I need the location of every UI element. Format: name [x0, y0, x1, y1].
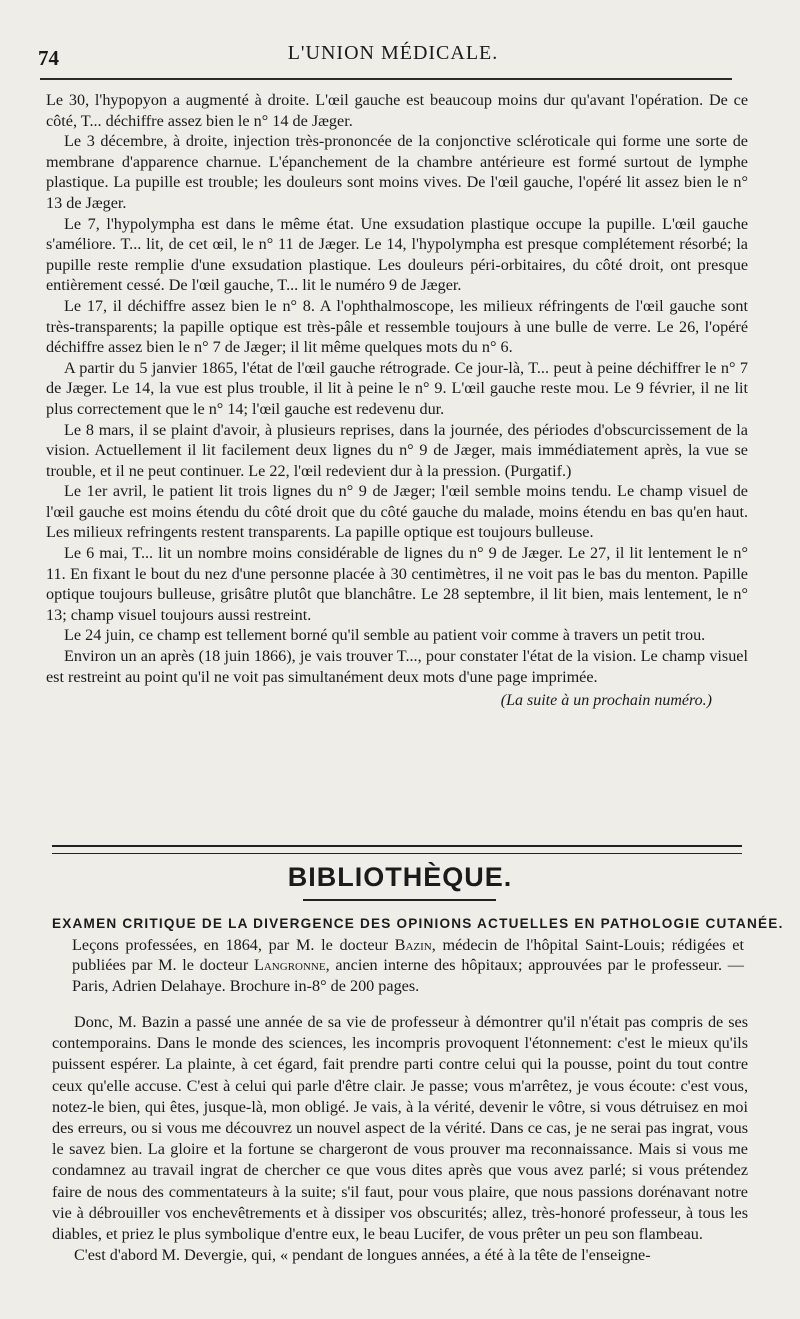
- paragraph: A partir du 5 janvier 1865, l'état de l'œil gauche rétrograde. Ce jour-là, T... peut à peine déchiffrer le n° 7 de Jæger. Le 14, la vue est plus trouble, il lit à peine le n° 9. L'œil gauche reste mou. Le 9 février, il ne lit plus correctement que le n° 14; l'œil gauche est redevenu dur.: [46, 358, 748, 418]
- paragraph: Le 6 mai, T... lit un nombre moins considérable de lignes du n° 9 de Jæger. Le 27, il lit lentement le n° 11. En fixant le bout du nez d'une personne placée à 30 centimètres, il ne voit pas le bas du menton. Papille optique toujours bulleuse, grisâtre plutôt que blanchâtre. Le 28 septembre, il lit bien, mais lentement, le n° 13; champ visuel toujours aussi restreint.: [46, 544, 748, 624]
- paragraph: Le 8 mars, il se plaint d'avoir, à plusieurs reprises, dans la journée, des périodes d'obscurcissement de la vision. Actuellement il lit facilement deux lignes du n° 9 de Jæger, mais immédiatement après, la vue se trouble, et il ne peut continuer. Le 22, l'œil redevient dur à la pression. (Purgatif.): [46, 420, 748, 480]
- paragraph: Donc, M. Bazin a passé une année de sa vie de professeur à démontrer qu'il n'était pas compris de ses contemporains. Dans le monde des sciences, les incompris provoquent l'étonnement: c'est le mieux qu'ils puissent espérer. La plainte, à cet égard, fait prendre parti contre celui qui la pousse, point du tout contre ceux qu'elle accuse. C'est à celui qui parle d'être clair. Je passe; vous m'arrêtez, je vous écoute: c'est vous, notez-le bien, qui êtes, jusque-là, mon obligé. Je vais, à la vérité, devenir le vôtre, si vous détruisez en moi des erreurs, ou si vous me découvrez un nouvel aspect de la vérité. Dans ce cas, je ne serai pas ingrat, vous le savez bien. La gloire et la fortune se chargeront de vous prouver ma reconnaissance. Mais si vous me condamnez au travail ingrat de chercher ce que vous dites après que vous avez parlé; si vous prétendez faire de nous des commentateurs à la suite; s'il faut, pour vous plaire, que nous passions dorénavant notre vie à débrouiller vos enchevêtrements et à dissiper vos obscurités; allez, très-honoré professeur, à tous les diables, et priez le plus symbolique d'entre eux, le beau Lucifer, de vous prêter un peu son flambeau.: [52, 1013, 748, 1244]
- header-rule: [40, 78, 732, 80]
- paragraph: Le 7, l'hypolympha est dans le même état. Une exsudation plastique occupe la pupille. L'œil gauche s'améliore. T... lit, de cet œil, le n° 11 de Jæger. Le 14, l'hypolympha est presque complétement résorbé; la pupille reste remplie d'une exsudation plastique. Les douleurs péri-orbitaires, du côté droit, ont presque entièrement cessé. De l'œil gauche, T... lit le numéro 9 de Jæger.: [46, 214, 748, 295]
- paragraph: C'est d'abord M. Devergie, qui, « pendant de longues années, a été à la tête de l'enseigne-: [74, 1246, 651, 1265]
- section-title: BIBLIOTHÈQUE.: [287, 862, 513, 892]
- author-name: Bazin: [394, 935, 432, 954]
- subheading-text: , médecin de l'hôpital Saint-Louis; rédigées et publiées par M. le docteur: [72, 935, 744, 974]
- running-head: [38, 38, 748, 72]
- continued-note: (La suite à un prochain numéro.): [500, 692, 712, 710]
- paragraph: Le 3 décembre, à droite, injection très-prononcée de la conjonctive scléroticale qui forme une sorte de membrane d'apparence charnue. L'épanchement de la chambre antérieure est formé surtout de lymphe plastique. La pupille est trouble; les douleurs sont moins vives. De l'œil gauche, l'opéré lit assez bien le n° 13 de Jæger.: [46, 132, 748, 212]
- section-title-underline: [303, 899, 496, 901]
- case-report-text: [46, 90, 748, 712]
- paragraph: Le 17, il déchiffre assez bien le n° 8. A l'ophthalmoscope, les milieux réfringents de l'œil gauche sont très-transparents; la papille optique est très-pâle et ressemble toujours à une bulle de verre. Le 26, l'opéré déchiffre assez bien le n° 7 de Jæger; il lit même quelques mots du n° 6.: [46, 296, 748, 357]
- subheading-text: , ancien interne des hôpitaux; approuvées par le professeur. — Paris, Adrien Delahaye. Brochure in-8° de 200 pages.: [72, 956, 744, 995]
- paragraph: Le 30, l'hypopyon a augmenté à droite. L'œil gauche est beaucoup moins dur qu'avant l'opération. De ce côté, T... déchiffre assez bien le n° 14 de Jæger.: [46, 91, 748, 130]
- review-subheading: [72, 935, 744, 997]
- editor-name: Langronne: [253, 956, 326, 974]
- review-text: [52, 1012, 748, 1266]
- review-heading: EXAMEN CRITIQUE DE LA DIVERGENCE DES OPINIONS ACTUELLES EN PATHOLOGIE CUTANÉE.: [52, 916, 784, 931]
- page-number: 74: [38, 46, 59, 70]
- review-header: [52, 914, 784, 996]
- subheading-text: Leçons professées, en 1864, par M. le docteur: [72, 935, 395, 954]
- paragraph: Environ un an après (18 juin 1866), je vais trouver T..., pour constater l'état de la vision. Le champ visuel est restreint au point qu'il ne voit pas simultanément deux mots d'une page imprimée.: [46, 647, 748, 686]
- paragraph: Le 24 juin, ce champ est tellement borné qu'il semble au patient voir comme à travers un petit trou.: [64, 626, 706, 645]
- journal-title: L'UNION MÉDICALE.: [287, 42, 499, 64]
- section-divider: [52, 845, 742, 854]
- paragraph: Le 1er avril, le patient lit trois lignes du n° 9 de Jæger; l'œil semble moins tendu. Le champ visuel de l'œil gauche est moins étendu du côté droit que du côté gauche du malade, moins étendu en bas qu'en haut. Les milieux refringents restent transparents. La papille optique est toujours bulleuse.: [46, 482, 748, 542]
